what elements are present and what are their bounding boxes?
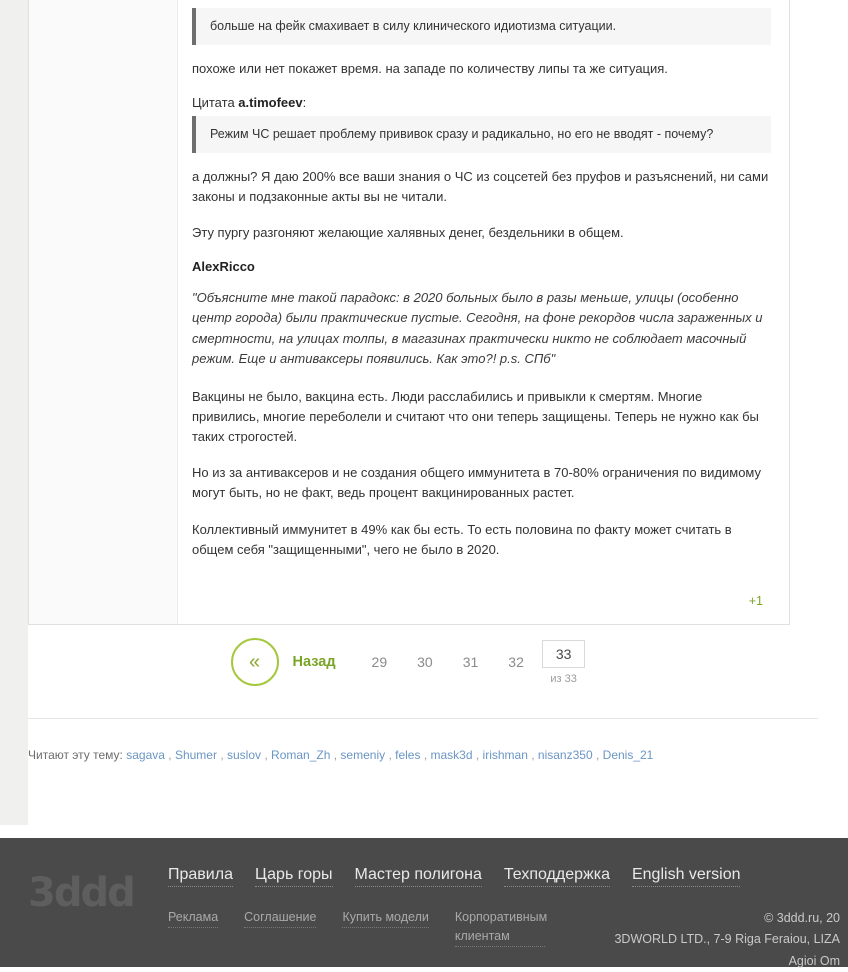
site-logo[interactable]: 3ddd [28, 870, 134, 916]
readers-list [126, 748, 653, 762]
pagination [28, 638, 788, 686]
page-total-label: из 33 [550, 672, 577, 685]
content-area [28, 0, 848, 825]
page-link-31[interactable]: 31 [462, 654, 479, 670]
footer-secondary-nav [168, 908, 548, 947]
page-link-32[interactable]: 32 [508, 654, 524, 670]
topic-readers [28, 748, 653, 762]
footer-link-buy-models[interactable]: Купить модели [342, 908, 428, 928]
reader-separator: , [261, 748, 268, 762]
citation-label: Цитата [192, 95, 235, 111]
forum-post [28, 0, 790, 625]
post-content [178, 0, 789, 624]
current-page-input[interactable]: 33 [542, 640, 586, 668]
footer-link-king-of-the-hill[interactable]: Царь горы [255, 866, 333, 887]
reader-separator: , [164, 748, 172, 762]
footer-legal-info [614, 908, 840, 972]
reader-link[interactable]: irishman [482, 748, 528, 762]
footer-link-agreement[interactable]: Соглашение [244, 908, 316, 928]
post-paragraph-5: Но из за антиваксеров и не создания общего иммунитета в 70-80% ограничения по видимому могут быть, но не факт, ведь процент вакцинированных растет. [192, 465, 762, 501]
current-page-group [542, 640, 586, 685]
reader-link[interactable]: mask3d [430, 748, 473, 762]
site-footer [0, 838, 848, 967]
pagination-back-link[interactable]: Назад [292, 654, 336, 670]
post-paragraph-1: похоже или нет покажет время. на западе по количеству липы та же ситуация. [192, 60, 668, 76]
footer-link-advertising[interactable]: Реклама [168, 908, 218, 928]
quote-text-2: Режим ЧС решает проблему прививок сразу и радикально, но его не вводят - почему? [210, 127, 714, 142]
reader-link[interactable]: sagava [126, 748, 165, 762]
readers-label: Читают эту тему: [28, 748, 123, 762]
reader-separator: , [216, 748, 224, 762]
post-paragraph-4: Вакцины не было, вакцина есть. Люди расслабились и привыкли к смертям. Многие привились, многие переболели и считают что они теперь защищены. Теперь не нужно как бы таких строгостей. [192, 388, 759, 445]
post-rating[interactable]: +1 [748, 593, 763, 608]
reader-link[interactable]: Roman_Zh [271, 748, 331, 762]
reader-separator: , [472, 748, 480, 762]
page-left-gutter [0, 0, 29, 825]
citation-colon: : [302, 95, 307, 111]
footer-link-rules[interactable]: Правила [168, 866, 233, 887]
reader-link[interactable]: semeniy [340, 748, 386, 762]
post-paragraph-2: а должны? Я даю 200% все ваши знания о ЧС из соцсетей без пруфов и разъяснений, ни сами законы и подзаконные акты вы не читали. [192, 168, 769, 205]
quote-block-1 [192, 8, 771, 45]
footer-copyright: © 3ddd.ru, 20 [764, 911, 840, 925]
reader-link[interactable]: Shumer [174, 748, 217, 762]
italic-quote-block: "Объясните мне такой парадокс: в 2020 больных было в разы меньше, улицы (особенно центр города) были практические пустые. Сегодня, на фоне рекордов числа зараженных и смертности, на улицах толпы, в магазинах практически никто не соблюдает масочный режим. Еще и антиваксеры появились. Как это?! p.s. СПб" [192, 290, 763, 366]
reader-separator: , [330, 748, 338, 762]
post-paragraph-6: Коллективный иммунитет в 49% как бы есть. То есть половина по факту может считать в общем себя "защищенными", чего не было в 2020. [192, 521, 732, 557]
quote-text-1: больше на фейк смахивает в силу клинического идиотизма ситуации. [210, 19, 617, 33]
citation-line [192, 95, 771, 110]
footer-link-support[interactable]: Техподдержка [504, 866, 610, 887]
reader-separator: , [385, 748, 392, 762]
reader-link[interactable]: suslov [227, 748, 262, 762]
footer-address: Agioi Om [788, 953, 840, 968]
footer-company: 3DWORLD LTD., 7-9 Riga Feraiou, LIZA [614, 932, 840, 947]
post-paragraph-3: Эту пургу разгоняют желающие халявных денег, бездельники в общем. [192, 225, 624, 241]
reader-separator: , [420, 748, 428, 762]
page-link-30[interactable]: 30 [417, 654, 433, 670]
footer-link-polygon-master[interactable]: Мастер полигона [355, 866, 482, 887]
page-link-29[interactable]: 29 [371, 654, 388, 670]
prev-page-icon[interactable]: « [231, 638, 279, 686]
post-author-sidebar [29, 0, 178, 624]
reader-separator: , [527, 748, 535, 762]
reader-link[interactable]: feles [395, 748, 421, 762]
footer-link-english-version[interactable]: English version [632, 866, 741, 887]
quote-block-2 [192, 116, 771, 153]
quoted-username[interactable]: AlexRicco [192, 259, 255, 275]
reader-separator: , [592, 748, 600, 762]
citation-author[interactable]: a.timofeev [238, 95, 303, 111]
footer-primary-nav [168, 866, 740, 887]
reader-link[interactable]: Denis_21 [602, 748, 654, 762]
section-divider [28, 718, 818, 719]
footer-link-corporate-clients[interactable]: Корпоративным клиентам [455, 908, 545, 947]
reader-link[interactable]: nisanz350 [537, 748, 593, 762]
